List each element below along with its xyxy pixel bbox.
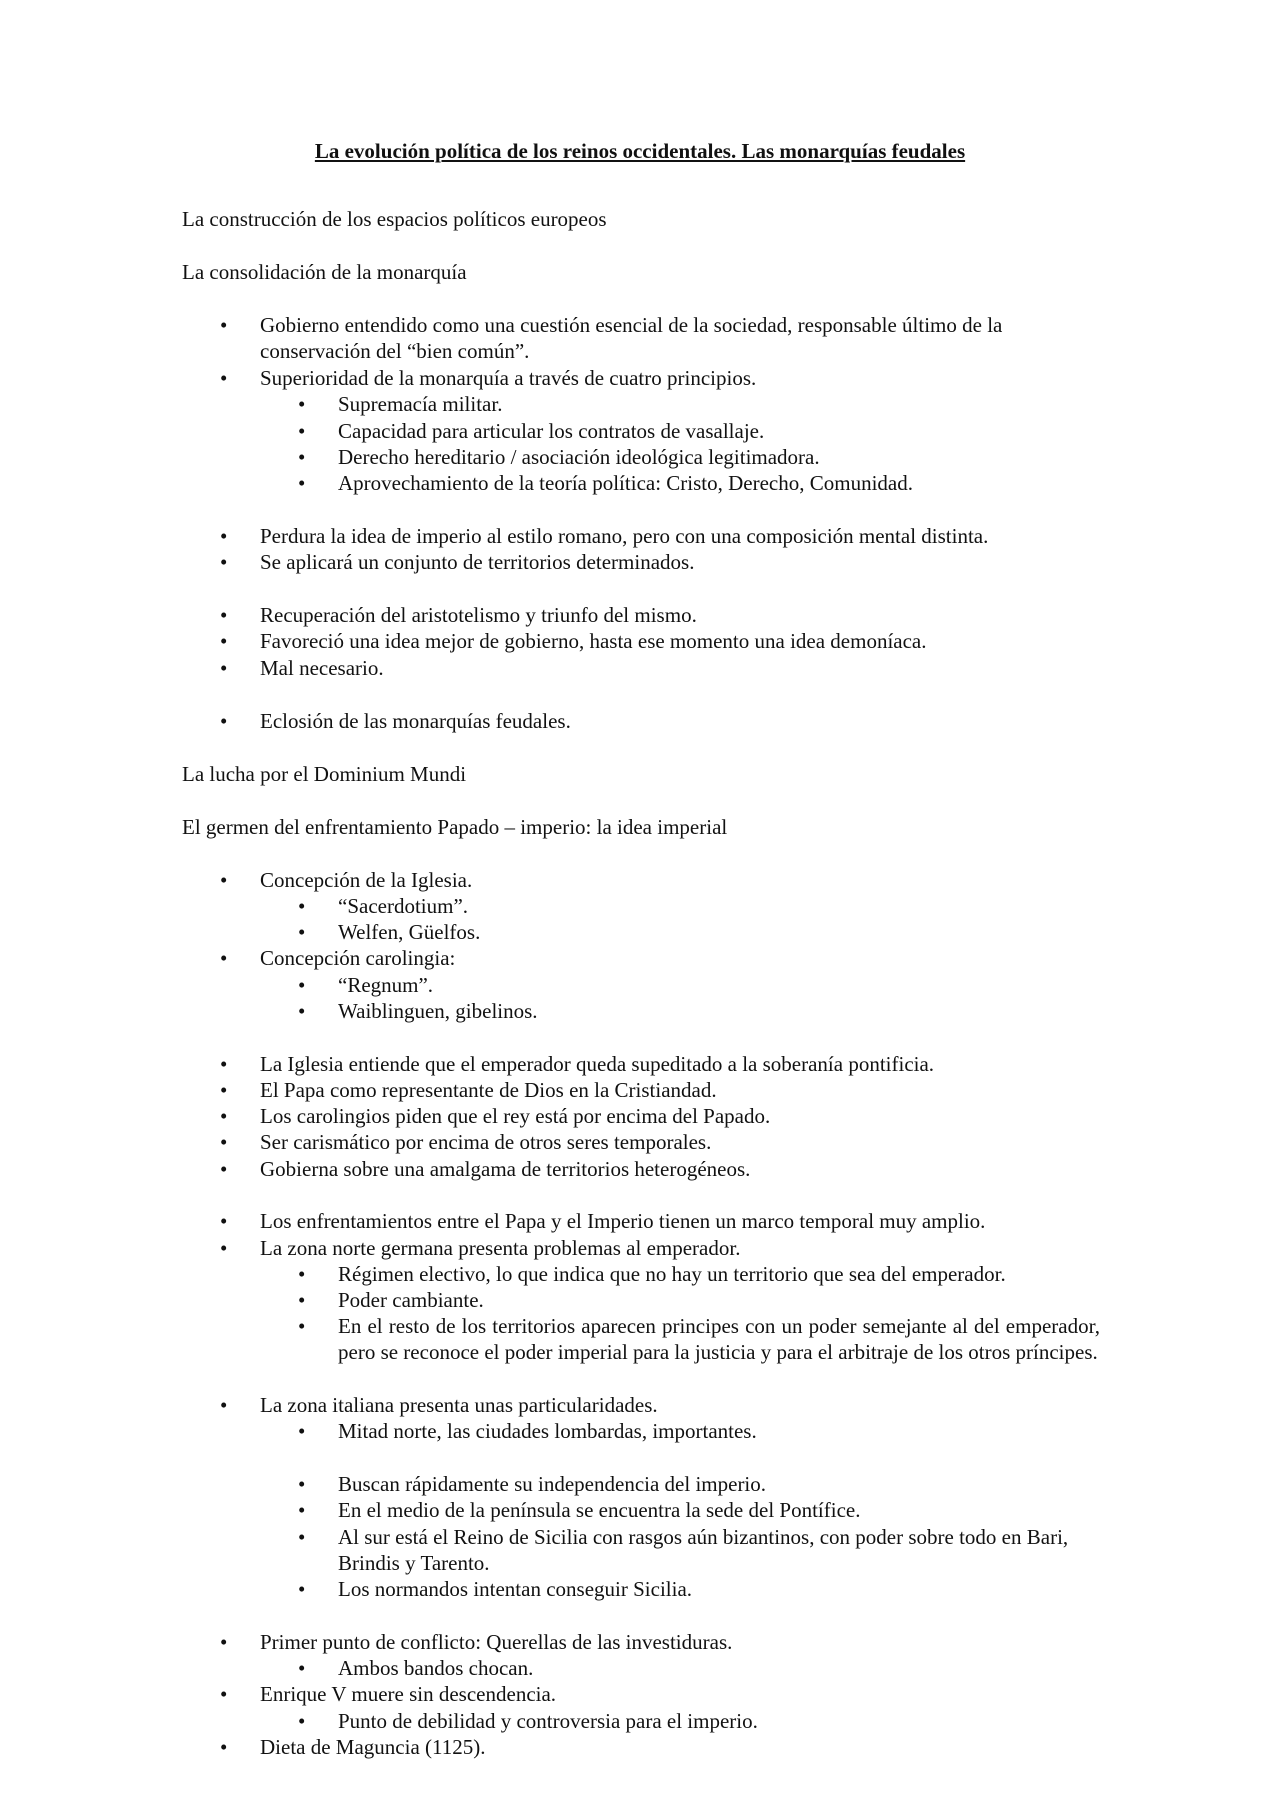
list-item-text: Punto de debilidad y controversia para el imperio. bbox=[338, 1709, 758, 1733]
bullet-icon: • bbox=[220, 1236, 228, 1260]
list-item-text: Gobierna sobre una amalgama de territorios heterogéneos. bbox=[260, 1157, 751, 1181]
list-item-text: En el resto de los territorios aparecen principes con un poder semejante al del emperador, pero se reconoce el poder imperial para la justicia y para el arbitraje de los otros príncipes. bbox=[338, 1314, 1100, 1364]
bullet-icon: • bbox=[220, 366, 228, 390]
list-item-text: Aprovechamiento de la teoría política: Cristo, Derecho, Comunidad. bbox=[338, 471, 913, 495]
list-item-text: Recuperación del aristotelismo y triunfo del mismo. bbox=[260, 603, 697, 627]
list-item-text: Los carolingios piden que el rey está por encima del Papado. bbox=[260, 1104, 771, 1128]
bullet-icon: • bbox=[298, 1656, 306, 1680]
bullet-icon: • bbox=[220, 550, 228, 574]
bullet-icon: • bbox=[220, 709, 228, 733]
list-item-text: Concepción carolingia: bbox=[260, 946, 456, 970]
page-title: La evolución política de los reinos occidentales. Las monarquías feudales bbox=[314, 139, 966, 163]
list-item-text: La Iglesia entiende que el emperador queda supeditado a la soberanía pontificia. bbox=[260, 1052, 935, 1076]
bullet-icon: • bbox=[220, 1630, 228, 1654]
list-item-text: Capacidad para articular los contratos de vasallaje. bbox=[338, 419, 765, 443]
bullet-icon: • bbox=[298, 999, 306, 1023]
list-item-text: Poder cambiante. bbox=[338, 1288, 484, 1312]
bullet-icon: • bbox=[220, 1209, 228, 1233]
bullet-icon: • bbox=[298, 471, 306, 495]
bullet-icon: • bbox=[220, 656, 228, 680]
bullet-icon: • bbox=[298, 1577, 306, 1601]
bullet-icon: • bbox=[298, 894, 306, 918]
list-item-text: Al sur está el Reino de Sicilia con rasgos aún bizantinos, con poder sobre todo en Bari, Brindis y Tarento. bbox=[338, 1525, 1069, 1575]
list-item-text: Ser carismático por encima de otros seres temporales. bbox=[260, 1130, 712, 1154]
bullet-icon: • bbox=[220, 1078, 228, 1102]
bullet-icon: • bbox=[220, 1735, 228, 1759]
list-item-text: Buscan rápidamente su independencia del imperio. bbox=[338, 1472, 767, 1496]
list-item-text: Los normandos intentan conseguir Sicilia. bbox=[338, 1577, 693, 1601]
bullet-icon: • bbox=[220, 1157, 228, 1181]
bullet-icon: • bbox=[298, 1498, 306, 1522]
section-heading-dominium: La lucha por el Dominium Mundi bbox=[182, 762, 467, 786]
list-item-text: Ambos bandos chocan. bbox=[338, 1656, 534, 1680]
list-item-text: La zona italiana presenta unas particularidades. bbox=[260, 1393, 658, 1417]
bullet-icon: • bbox=[298, 1262, 306, 1286]
list-item-text: Régimen electivo, lo que indica que no hay un territorio que sea del emperador. bbox=[338, 1262, 1006, 1286]
list-item-text: Superioridad de la monarquía a través de cuatro principios. bbox=[260, 366, 757, 390]
bullet-icon: • bbox=[220, 603, 228, 627]
list-item-text: Los enfrentamientos entre el Papa y el Imperio tienen un marco temporal muy amplio. bbox=[260, 1209, 986, 1233]
list-item-text: Dieta de Maguncia (1125). bbox=[260, 1735, 486, 1759]
bullet-icon: • bbox=[298, 1314, 306, 1338]
list-item-text: Favoreció una idea mejor de gobierno, hasta ese momento una idea demoníaca. bbox=[260, 629, 927, 653]
list-item-text: Eclosión de las monarquías feudales. bbox=[260, 709, 571, 733]
bullet-icon: • bbox=[298, 392, 306, 416]
section-heading-construccion: La construcción de los espacios políticos europeos bbox=[182, 207, 607, 231]
list-item-text: Mitad norte, las ciudades lombardas, importantes. bbox=[338, 1419, 757, 1443]
list-item-text: Perdura la idea de imperio al estilo romano, pero con una composición mental distinta. bbox=[260, 524, 989, 548]
bullet-icon: • bbox=[220, 1393, 228, 1417]
list-item-text: “Sacerdotium”. bbox=[338, 894, 469, 918]
section-heading-germen: El germen del enfrentamiento Papado – imperio: la idea imperial bbox=[182, 815, 728, 839]
bullet-icon: • bbox=[220, 1104, 228, 1128]
bullet-icon: • bbox=[220, 313, 228, 337]
section-heading-consolidacion: La consolidación de la monarquía bbox=[182, 260, 467, 284]
bullet-icon: • bbox=[220, 946, 228, 970]
bullet-icon: • bbox=[298, 1419, 306, 1443]
list-item-text: Primer punto de conflicto: Querellas de las investiduras. bbox=[260, 1630, 733, 1654]
bullet-icon: • bbox=[298, 1472, 306, 1496]
list-item-text: Derecho hereditario / asociación ideológica legitimadora. bbox=[338, 445, 820, 469]
list-item-text: “Regnum”. bbox=[338, 973, 434, 997]
bullet-icon: • bbox=[298, 1525, 306, 1549]
bullet-icon: • bbox=[298, 1709, 306, 1733]
list-item-text: El Papa como representante de Dios en la Cristiandad. bbox=[260, 1078, 717, 1102]
bullet-icon: • bbox=[220, 1682, 228, 1706]
list-item-text: Welfen, Güelfos. bbox=[338, 920, 481, 944]
list-item-text: Waiblinguen, gibelinos. bbox=[338, 999, 538, 1023]
bullet-icon: • bbox=[220, 524, 228, 548]
bullet-icon: • bbox=[298, 1288, 306, 1312]
list-item-text: La zona norte germana presenta problemas al emperador. bbox=[260, 1236, 741, 1260]
list-item-text: Supremacía militar. bbox=[338, 392, 503, 416]
bullet-icon: • bbox=[298, 445, 306, 469]
bullet-icon: • bbox=[298, 973, 306, 997]
bullet-icon: • bbox=[298, 920, 306, 944]
list-item-text: Gobierno entendido como una cuestión esencial de la sociedad, responsable último de la conservación del “bien común”. bbox=[260, 313, 1003, 363]
bullet-icon: • bbox=[220, 1130, 228, 1154]
bullet-icon: • bbox=[220, 868, 228, 892]
list-item-text: Concepción de la Iglesia. bbox=[260, 868, 473, 892]
bullet-icon: • bbox=[298, 419, 306, 443]
list-item-text: Mal necesario. bbox=[260, 656, 384, 680]
bullet-icon: • bbox=[220, 629, 228, 653]
list-item-text: Se aplicará un conjunto de territorios determinados. bbox=[260, 550, 695, 574]
list-item-text: En el medio de la península se encuentra la sede del Pontífice. bbox=[338, 1498, 861, 1522]
list-item-text: Enrique V muere sin descendencia. bbox=[260, 1682, 557, 1706]
bullet-icon: • bbox=[220, 1052, 228, 1076]
